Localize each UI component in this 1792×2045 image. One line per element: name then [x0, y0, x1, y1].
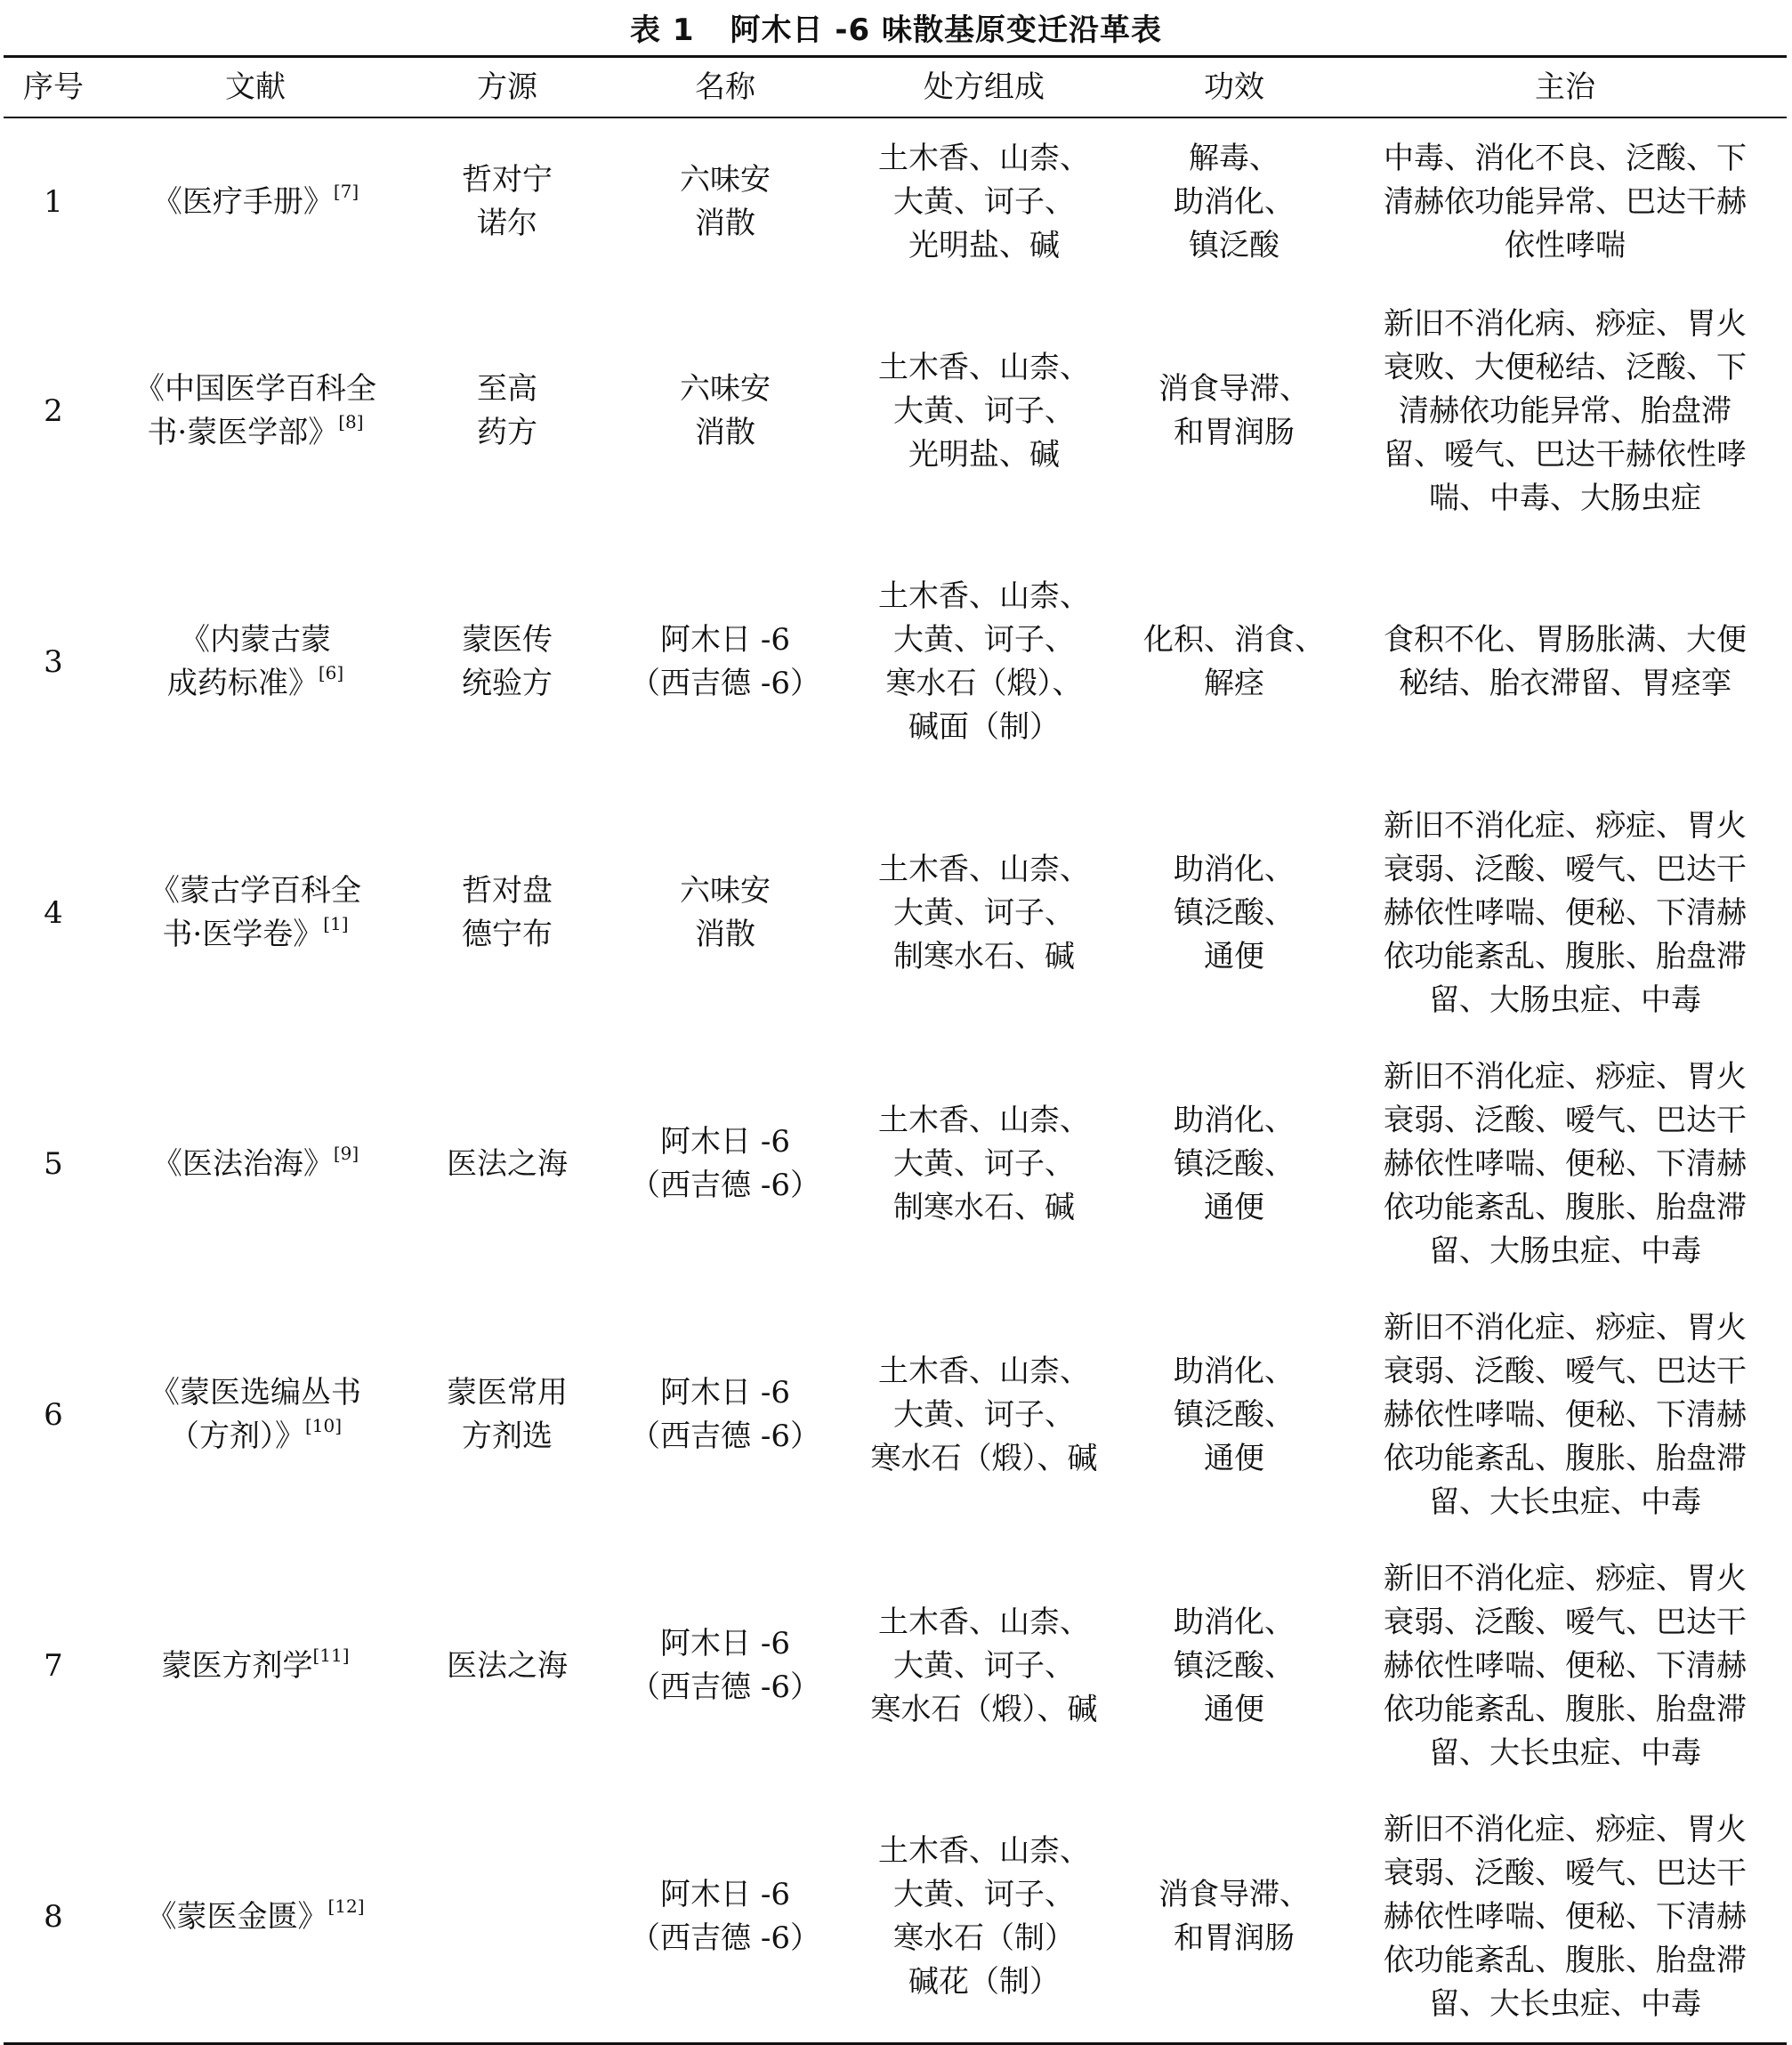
reference-marker: [1] [323, 913, 349, 934]
cell-efficacy [1125, 537, 1344, 788]
cell-name-text: 六味安 消散 [680, 371, 771, 450]
reference-marker: [10] [304, 1415, 343, 1436]
cell-name-text: 阿木日 -6 （西吉德 -6） [630, 1375, 820, 1454]
cell-no-text: 5 [44, 1145, 63, 1182]
cell-name [607, 788, 844, 1039]
cell-no [4, 117, 103, 286]
cell-prescription-source [408, 1540, 607, 1791]
cell-efficacy-text: 助消化、 镇泛酸、 通便 [1174, 1604, 1295, 1727]
cell-composition-text: 土木香、山柰、 大黄、诃子、 光明盐、碱 [878, 140, 1090, 263]
cell-literature-text: 《中国医学百科全 书·蒙医学部》 [134, 371, 376, 450]
cell-no-text: 3 [44, 643, 63, 680]
cell-indication [1344, 1791, 1787, 2044]
cell-name-text: 阿木日 -6 （西吉德 -6） [630, 1877, 820, 1956]
cell-indication-text: 新旧不消化症、痧症、胃火 衰弱、泛酸、嗳气、巴达干 赫依性哮喘、便秘、下清赫 依功能紊乱、腹胀、胎盘滞 留、大长虫症、中毒 [1384, 1309, 1747, 1520]
cell-indication [1344, 788, 1787, 1039]
header-no: 序号 [4, 57, 103, 118]
cell-composition [844, 788, 1125, 1039]
cell-literature [103, 1791, 408, 2044]
cell-literature-text: 《蒙医金匮》 [146, 1898, 328, 1935]
cell-prescription-source [408, 788, 607, 1039]
cell-indication-text: 新旧不消化症、痧症、胃火 衰弱、泛酸、嗳气、巴达干 赫依性哮喘、便秘、下清赫 依功能紊乱、腹胀、胎盘滞 留、大长虫症、中毒 [1384, 1560, 1747, 1771]
cell-literature [103, 1289, 408, 1540]
cell-composition [844, 1289, 1125, 1540]
cell-prescription-source [408, 1039, 607, 1289]
cell-literature-text: 《医法治海》 [151, 1145, 334, 1182]
table-row [4, 286, 1787, 537]
reference-marker: [8] [338, 411, 364, 432]
cell-no-text: 2 [44, 392, 63, 429]
cell-prescription-source-text: 医法之海 [447, 1647, 568, 1684]
cell-prescription-source [408, 286, 607, 537]
cell-indication [1344, 537, 1787, 788]
cell-prescription-source-text: 哲对盘 德宁布 [462, 873, 553, 952]
cell-prescription-source [408, 537, 607, 788]
table-row [4, 1540, 1787, 1791]
cell-no [4, 537, 103, 788]
cell-no [4, 788, 103, 1039]
cell-efficacy [1125, 117, 1344, 286]
cell-no-text: 4 [44, 894, 63, 931]
cell-efficacy-text: 消食导滞、 和胃润肠 [1158, 1877, 1310, 1956]
cell-no [4, 1039, 103, 1289]
cell-literature [103, 1540, 408, 1791]
header-literature: 文献 [103, 57, 408, 118]
cell-composition [844, 1039, 1125, 1289]
cell-prescription-source-text: 至高 药方 [477, 371, 537, 450]
reference-marker: [9] [333, 1142, 359, 1164]
cell-indication-text: 中毒、消化不良、泛酸、下 清赫依功能异常、巴达干赫 依性哮喘 [1384, 140, 1747, 263]
table-row [4, 537, 1787, 788]
table-number: 表 1 [630, 12, 695, 48]
table-row [4, 1039, 1787, 1289]
cell-composition-text: 土木香、山柰、 大黄、诃子、 寒水石（煅）、 碱面（制） [878, 578, 1090, 745]
cell-name-text: 阿木日 -6 （西吉德 -6） [630, 1626, 820, 1705]
cell-literature-text: 《蒙古学百科全 书·医学卷》 [149, 873, 361, 952]
cell-literature-text: 蒙医方剂学 [161, 1647, 313, 1684]
cell-name-text: 六味安 消散 [680, 162, 771, 241]
cell-name [607, 1540, 844, 1791]
header-name: 名称 [607, 57, 844, 118]
cell-name-text: 六味安 消散 [680, 873, 771, 952]
evolution-table [4, 55, 1787, 2045]
cell-literature [103, 286, 408, 537]
cell-efficacy-text: 助消化、 镇泛酸、 通便 [1174, 1353, 1295, 1476]
cell-indication-text: 新旧不消化症、痧症、胃火 衰弱、泛酸、嗳气、巴达干 赫依性哮喘、便秘、下清赫 依功能紊乱、腹胀、胎盘滞 留、大肠虫症、中毒 [1384, 807, 1747, 1018]
cell-indication [1344, 117, 1787, 286]
cell-name [607, 537, 844, 788]
cell-efficacy [1125, 286, 1344, 537]
cell-composition-text: 土木香、山柰、 大黄、诃子、 制寒水石、碱 [878, 1102, 1090, 1225]
cell-literature [103, 537, 408, 788]
cell-composition [844, 117, 1125, 286]
reference-marker: [11] [312, 1644, 350, 1666]
cell-name [607, 117, 844, 286]
cell-composition [844, 537, 1125, 788]
header-indication: 主治 [1344, 57, 1787, 118]
table-row [4, 117, 1787, 286]
cell-indication-text: 新旧不消化症、痧症、胃火 衰弱、泛酸、嗳气、巴达干 赫依性哮喘、便秘、下清赫 依功能紊乱、腹胀、胎盘滞 留、大肠虫症、中毒 [1384, 1058, 1747, 1269]
cell-efficacy-text: 解毒、 助消化、 镇泛酸 [1174, 140, 1295, 263]
table-row [4, 788, 1787, 1039]
cell-prescription-source-text: 哲对宁 诺尔 [462, 162, 553, 241]
cell-efficacy [1125, 788, 1344, 1039]
cell-no [4, 1540, 103, 1791]
table-row [4, 1289, 1787, 1540]
cell-prescription-source [408, 117, 607, 286]
cell-no [4, 286, 103, 537]
cell-prescription-source [408, 1791, 607, 2044]
cell-composition-text: 土木香、山柰、 大黄、诃子、 寒水石（煅）、碱 [870, 1353, 1098, 1476]
cell-prescription-source-text: 蒙医常用 方剂选 [447, 1375, 568, 1454]
cell-literature [103, 117, 408, 286]
cell-literature-text: 《蒙医选编丛书 （方剂）》 [149, 1375, 361, 1454]
cell-no-text: 8 [44, 1898, 63, 1935]
cell-indication-text: 新旧不消化症、痧症、胃火 衰弱、泛酸、嗳气、巴达干 赫依性哮喘、便秘、下清赫 依功能紊乱、腹胀、胎盘滞 留、大长虫症、中毒 [1384, 1811, 1747, 2022]
cell-no-text: 6 [44, 1396, 63, 1433]
cell-composition [844, 1540, 1125, 1791]
table-caption [0, 5, 1792, 49]
cell-composition-text: 土木香、山柰、 大黄、诃子、 寒水石（制） 碱花（制） [878, 1833, 1090, 2000]
cell-efficacy-text: 消食导滞、 和胃润肠 [1158, 371, 1310, 450]
cell-prescription-source [408, 1289, 607, 1540]
cell-name [607, 1039, 844, 1289]
cell-no [4, 1289, 103, 1540]
cell-composition-text: 土木香、山柰、 大黄、诃子、 制寒水石、碱 [878, 851, 1090, 974]
cell-efficacy-text: 化积、消食、 解痉 [1143, 622, 1325, 701]
cell-efficacy-text: 助消化、 镇泛酸、 通便 [1174, 1102, 1295, 1225]
cell-name-text: 阿木日 -6 （西吉德 -6） [630, 622, 820, 701]
cell-efficacy-text: 助消化、 镇泛酸、 通便 [1174, 851, 1295, 974]
cell-prescription-source-text: 蒙医传 统验方 [462, 622, 553, 701]
reference-marker: [7] [333, 180, 359, 202]
cell-name-text: 阿木日 -6 （西吉德 -6） [630, 1124, 820, 1203]
cell-efficacy [1125, 1039, 1344, 1289]
header-composition: 处方组成 [844, 57, 1125, 118]
header-efficacy: 功效 [1125, 57, 1344, 118]
cell-indication-text: 新旧不消化病、痧症、胃火 衰败、大便秘结、泛酸、下 清赫依功能异常、胎盘滞 留、嗳气、巴达干赫依性哮 喘、中毒、大肠虫症 [1384, 305, 1747, 516]
table-row [4, 1791, 1787, 2044]
cell-no [4, 1791, 103, 2044]
cell-name [607, 286, 844, 537]
cell-name [607, 1791, 844, 2044]
cell-literature-text: 《医疗手册》 [151, 183, 334, 220]
cell-indication-text: 食积不化、胃肠胀满、大便 秘结、胎衣滞留、胃痉挛 [1384, 622, 1747, 701]
reference-marker: [6] [318, 662, 344, 683]
cell-composition [844, 286, 1125, 537]
cell-composition-text: 土木香、山柰、 大黄、诃子、 光明盐、碱 [878, 349, 1090, 473]
cell-no-text: 7 [44, 1647, 63, 1684]
cell-composition-text: 土木香、山柰、 大黄、诃子、 寒水石（煅）、碱 [870, 1604, 1098, 1727]
cell-efficacy [1125, 1540, 1344, 1791]
header-prescription-source: 方源 [408, 57, 607, 118]
cell-composition [844, 1791, 1125, 2044]
header-row [4, 57, 1787, 118]
cell-no-text: 1 [44, 183, 63, 220]
cell-indication [1344, 286, 1787, 537]
cell-efficacy [1125, 1791, 1344, 2044]
cell-literature [103, 1039, 408, 1289]
cell-indication [1344, 1289, 1787, 1540]
cell-prescription-source-text: 医法之海 [447, 1145, 568, 1182]
table-title: 阿木日 -6 味散基原变迁沿革表 [730, 12, 1162, 48]
cell-indication [1344, 1039, 1787, 1289]
cell-literature-text: 《内蒙古蒙 成药标准》 [166, 622, 331, 701]
cell-literature [103, 788, 408, 1039]
cell-efficacy [1125, 1289, 1344, 1540]
cell-name [607, 1289, 844, 1540]
cell-indication [1344, 1540, 1787, 1791]
reference-marker: [12] [327, 1895, 365, 1917]
